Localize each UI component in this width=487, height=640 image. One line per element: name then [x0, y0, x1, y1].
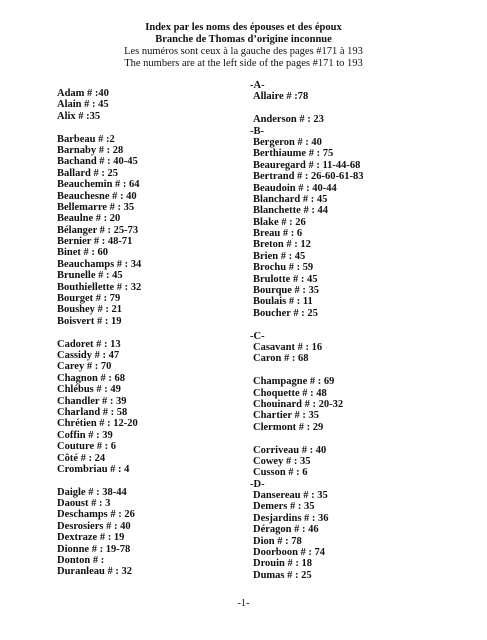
index-entry: Casavant # : 16 — [253, 341, 323, 353]
index-entry: Barbeau # :2 — [57, 133, 115, 145]
index-entry: Champagne # : 69 — [253, 376, 335, 388]
index-entry: Boulais # : 11 — [253, 296, 313, 308]
index-entry: Deschamps # : 26 — [57, 509, 135, 521]
index-entry: Chagnon # : 68 — [57, 372, 125, 384]
index-entry: Dionne # : 19-78 — [57, 543, 131, 555]
index-entry: Demers # : 35 — [253, 501, 315, 513]
index-entry: Dextraze # : 19 — [57, 532, 125, 544]
subtitle-english: The numbers are at the left side of the pages #171 to 193 — [124, 58, 363, 69]
index-entry: Cadoret # : 13 — [57, 338, 121, 350]
index-entry: Alain # : 45 — [57, 99, 109, 111]
left-index-column — [57, 88, 247, 578]
index-entry: Cusson # : 6 — [253, 467, 308, 479]
index-entry: Boucher # : 25 — [253, 307, 318, 319]
index-entry: Blake # : 26 — [253, 216, 306, 228]
page-number: -1- — [237, 598, 250, 609]
title-line-2: Branche de Thomas d’origine inconnue — [155, 34, 332, 45]
index-entry: Déragon # : 46 — [253, 524, 319, 536]
index-entry: Cowey # : 35 — [253, 455, 311, 467]
index-entry: Barnaby # : 28 — [57, 144, 124, 156]
index-entry: Daigle # : 38-44 — [57, 486, 127, 498]
title-line-1: Index par les noms des épouses et des époux — [145, 22, 342, 33]
index-entry: Chrétien # : 12-20 — [57, 418, 138, 430]
group-spacer — [57, 327, 247, 338]
index-entry: Bouthiellette # : 32 — [57, 281, 142, 293]
index-entry: Ballard # : 25 — [57, 167, 118, 179]
index-entry: Duranleau # : 32 — [57, 566, 132, 578]
index-entry: Choquette # : 48 — [253, 387, 327, 399]
index-entry: Boisvert # : 19 — [57, 315, 122, 327]
index-entry: Beauchesne # : 40 — [57, 190, 137, 202]
index-entry: Côté # : 24 — [57, 452, 106, 464]
index-entry: Dion # : 78 — [253, 535, 302, 547]
index-entry: Couture # : 6 — [57, 441, 117, 453]
index-entry: Doorboon # : 74 — [253, 547, 326, 559]
group-spacer — [253, 319, 453, 330]
index-entry: Charland # : 58 — [57, 406, 128, 418]
index-entry: Brochu # : 59 — [253, 262, 314, 274]
section-letter-heading: -C- — [250, 330, 265, 342]
index-entry: Adam # :40 — [57, 88, 109, 99]
index-entry: Bernier # : 48-71 — [57, 236, 133, 248]
index-entry: Beaulne # : 20 — [57, 213, 121, 225]
group-spacer — [253, 103, 453, 114]
index-entry: Dumas # : 25 — [253, 569, 312, 581]
index-entry: Brien # : 45 — [253, 250, 306, 262]
index-entry: Caron # : 68 — [253, 353, 309, 365]
index-entry: Berthiaume # : 75 — [253, 148, 334, 160]
index-entry: Blanchette # : 44 — [253, 205, 328, 217]
index-entry: Carey # : 70 — [57, 361, 112, 373]
group-spacer — [253, 365, 453, 376]
section-letter-heading: -B- — [250, 125, 264, 137]
subtitle-french: Les numéros sont ceux à la gauche des pages #171 à 193 — [124, 46, 363, 57]
index-entry: Bertrand # : 26-60-61-83 — [253, 171, 364, 183]
index-entry: Breton # : 12 — [253, 239, 311, 251]
group-spacer — [253, 433, 453, 444]
index-entry: Dansereau # : 35 — [253, 490, 328, 502]
index-entry: Boushey # : 21 — [57, 304, 123, 316]
index-entry: Chandler # : 39 — [57, 395, 127, 407]
index-entry: Blanchard # : 45 — [253, 193, 328, 205]
section-letter-heading: -D- — [250, 478, 265, 490]
index-entry: Clermont # : 29 — [253, 421, 324, 433]
index-entry: Brunelle # : 45 — [57, 270, 123, 282]
index-entry: Bourque # : 35 — [253, 285, 320, 297]
index-entry: Crombriau # : 4 — [57, 463, 130, 475]
index-entry: Binet # : 60 — [57, 247, 109, 259]
group-spacer — [57, 122, 247, 133]
index-entry: Cassidy # : 47 — [57, 349, 120, 361]
index-entry: Chartier # : 35 — [253, 410, 319, 422]
index-entry: Donton # : — [57, 555, 105, 567]
right-index-column — [250, 80, 453, 581]
document-header — [0, 22, 487, 70]
index-entry: Bergeron # : 40 — [253, 136, 322, 148]
index-entry: Desjardins # : 36 — [253, 512, 329, 524]
index-entry: Bourget # : 79 — [57, 293, 121, 305]
index-entry: Anderson # : 23 — [253, 114, 324, 126]
index-entry: Beauregard # : 11-44-68 — [253, 159, 361, 171]
index-entry: Coffin # : 39 — [57, 429, 113, 441]
index-entry: Beauchemin # : 64 — [57, 179, 140, 191]
index-entry: Bellemarre # : 35 — [57, 201, 135, 213]
index-entry: Bachand # : 40-45 — [57, 156, 138, 168]
index-entry: Daoust # : 3 — [57, 498, 111, 510]
section-letter-heading: -A- — [250, 80, 265, 91]
index-entry: Corriveau # : 40 — [253, 444, 327, 456]
group-spacer — [57, 475, 247, 486]
index-entry: Brulotte # : 45 — [253, 273, 318, 285]
index-entry: Allaire # :78 — [253, 91, 309, 103]
index-entry: Beaudoin # : 40-44 — [253, 182, 337, 194]
index-entry: Chlébus # : 49 — [57, 384, 121, 396]
index-entry: Desrosiers # : 40 — [57, 520, 131, 532]
index-entry: Breau # : 6 — [253, 228, 303, 240]
index-entry: Drouin # : 18 — [253, 558, 313, 570]
index-entry: Alix # :35 — [57, 110, 101, 122]
index-entry: Chouinard # : 20-32 — [253, 398, 344, 410]
index-entry: Beauchamps # : 34 — [57, 258, 142, 270]
index-entry: Bélanger # : 25-73 — [57, 224, 139, 236]
